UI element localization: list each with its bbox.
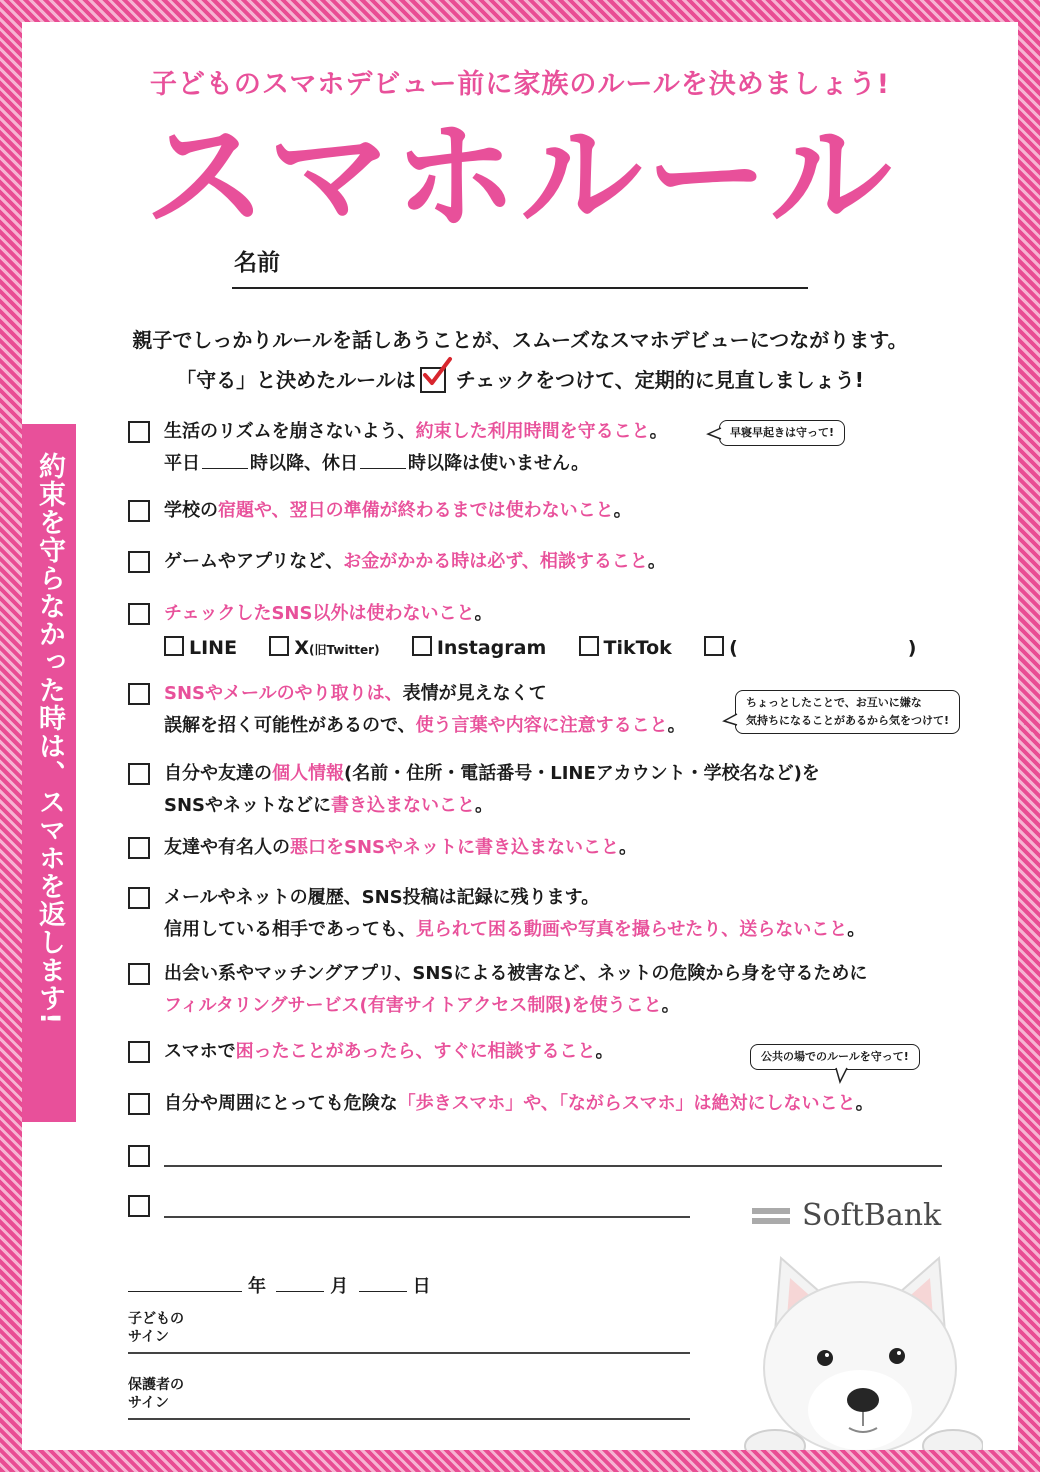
month-label: 月 [330,1276,349,1297]
sns-option-tiktok[interactable] [579,632,672,664]
bubble-line: 気持ちになることがあるから気をつけて! [746,714,950,727]
rule-text: 時以降は使いません。 [408,453,590,474]
rule-highlight: お金がかかる時は必ず、相談すること [343,551,648,572]
sign-label-line: 子どもの [128,1311,184,1327]
rule-4 [128,598,942,666]
custom-rule-2-line[interactable] [164,1216,690,1218]
sns-option-instagram[interactable] [412,632,546,664]
rule-text: 。 [847,919,866,940]
rule-8-checkbox[interactable] [128,887,150,909]
speech-bubble-2 [735,690,960,734]
rule-text: 自分や周囲にとっても危険な [164,1093,398,1114]
day-blank[interactable] [359,1277,407,1292]
intro-line-2 [22,364,1018,397]
rule-highlight: 個人情報 [272,763,344,784]
rule-6 [128,758,820,822]
rule-5 [128,678,686,742]
rule-1-line-2 [164,448,668,480]
rule-10-checkbox[interactable] [128,1041,150,1063]
rule-text: 表情が見えなくて [402,683,547,704]
rule-9-line-1 [164,958,867,990]
rule-9 [128,958,867,1022]
weekday-label: 平日 [164,453,200,474]
sns-checkbox[interactable] [269,636,289,656]
rule-highlight: SNSやメールのやり取りは、 [164,683,403,704]
rule-text: 。 [613,500,632,521]
rule-3-checkbox[interactable] [128,551,150,573]
rule-6-checkbox[interactable] [128,763,150,785]
rule-4-checkbox[interactable] [128,603,150,625]
rule-3 [128,546,666,578]
year-label: 年 [248,1276,266,1297]
rule-text: 生活のリズムを崩さないよう、 [164,421,416,442]
rule-highlight: 書き込まないこと [331,795,475,816]
paren-close: ) [907,637,917,659]
page-title: スマホルール [144,106,896,248]
rule-text: 誤解を招く可能性があるので、 [164,715,416,736]
rule-highlight: 悪口をSNSやネットに書き込まないこと [290,837,619,858]
sign-label-line: サイン [128,1395,170,1411]
rule-10-line-1 [164,1036,613,1068]
rule-8 [128,882,865,946]
sns-note: (旧Twitter) [309,643,380,657]
sign-label-line: 保護者の [128,1377,184,1393]
sns-label: X [294,637,309,659]
rule-2 [128,495,632,527]
softbank-bars-icon [752,1204,790,1228]
rule-highlight: 「歩きスマホ」や、「ながらスマホ」は絶対にしないこと [397,1093,856,1114]
rule-text: (名前・住所・電話番号・LINEアカウント・学校名など)を [344,763,820,784]
white-dog-illustration [737,1250,983,1450]
rule-text: 。 [595,1041,614,1062]
rule-1-line-1 [164,416,668,448]
rule-6-line-2 [164,790,820,822]
custom-rule-1-line[interactable] [164,1165,942,1167]
rule-highlight: 約束した利用時間を守ること [415,421,650,442]
rule-text: 。 [649,421,668,442]
rule-highlight: フィルタリングサービス(有害サイトアクセス制限)を使うこと [164,995,662,1016]
rule-3-line-1 [164,546,666,578]
weekday-hour-blank[interactable] [202,454,248,469]
rule-text: 。 [475,795,493,816]
sns-checkbox[interactable] [704,636,724,656]
rule-text: 。 [619,837,637,858]
rule-10 [128,1036,613,1068]
rule-7 [128,832,637,864]
sns-label: LINE [189,637,238,659]
rule-7-checkbox[interactable] [128,837,150,859]
bubble-line: ちょっとしたことで、お互いに嫌な [746,696,922,709]
rule-5-line-2 [164,710,686,742]
rule-text: 。 [667,715,686,736]
rule-11 [128,1088,874,1120]
rule-text: 。 [647,551,666,572]
rule-text: ゲームやアプリなど、 [164,551,344,572]
rule-9-checkbox[interactable] [128,963,150,985]
rule-text: 信用している相手であっても、 [164,919,416,940]
sns-checkbox[interactable] [579,636,599,656]
rule-11-line-1 [164,1088,874,1120]
rule-text: 友達や有名人の [164,837,290,858]
rule-text: 自分や友達の [164,763,272,784]
rule-8-line-2 [164,914,865,946]
holiday-hour-blank[interactable] [360,454,406,469]
speech-bubble-1: 早寝早起きは守って! [719,420,845,446]
month-blank[interactable] [276,1277,324,1292]
intro-text-a: 「守る」と決めたルールは [176,368,416,392]
rule-1 [128,416,668,480]
parent-sign-line[interactable] [128,1418,690,1420]
sign-label-line: サイン [128,1329,170,1345]
parent-sign-label [128,1376,184,1412]
speech-bubble-3: 公共の場でのルールを守って! [750,1044,920,1070]
sns-option-x[interactable] [269,632,379,666]
softbank-wordmark: SoftBank [802,1198,942,1233]
rule-8-line-1 [164,882,865,914]
rule-6-line-1 [164,758,820,790]
side-banner [22,424,76,1122]
custom-rule-2-checkbox[interactable] [128,1195,150,1217]
rule-7-line-1 [164,832,637,864]
speech-bubble-tail-icon [706,426,722,442]
custom-rule-1-checkbox[interactable] [128,1145,150,1167]
speech-bubble-tail-icon [834,1067,850,1085]
speech-bubble-tail-icon [722,712,738,728]
rule-5-line-1 [164,678,686,710]
sns-option-other[interactable] [704,632,916,664]
intro-text-b: チェックをつけて、定期的に見直しましょう! [455,368,864,392]
holiday-label: 時以降、休日 [250,453,358,474]
year-blank[interactable] [128,1277,242,1292]
paren-open: ( [729,637,738,659]
side-banner-text: 約束を守らなかった時は、スマホを返します! [34,452,65,1026]
softbank-logo [752,1198,941,1233]
rule-text: 。 [661,995,680,1016]
rule-sheet [22,22,1018,1450]
rule-text: メールやネットの履歴、SNS投稿は記録に残ります。 [164,887,600,908]
rule-highlight: 使う言葉や内容に注意すること [415,715,668,736]
checkmark-icon [420,367,446,393]
child-sign-line[interactable] [128,1352,690,1354]
rule-highlight: 宿題や、翌日の準備が終わるまでは使わないこと [218,500,614,521]
rule-2-checkbox[interactable] [128,500,150,522]
rule-5-checkbox[interactable] [128,683,150,705]
sns-checkbox[interactable] [164,636,184,656]
rule-text: 。 [855,1093,874,1114]
rule-9-line-2 [164,990,867,1022]
name-input-line[interactable] [232,287,808,289]
rule-text: 出会い系やマッチングアプリ、SNSによる被害など、ネットの危険から身を守るために [164,963,868,984]
day-label: 日 [412,1276,431,1297]
sns-checkbox[interactable] [412,636,432,656]
child-sign-label [128,1310,184,1346]
rule-highlight: 見られて困る動画や写真を撮らせたり、送らないこと [415,919,848,940]
sns-label: TikTok [603,637,672,659]
intro-line-1: 親子でしっかりルールを話しあうことが、スムーズなスマホデビューにつながります。 [132,328,908,352]
sns-options [164,632,942,666]
subtitle: 子どものスマホデビュー前に家族のルールを決めましょう! [149,69,891,100]
rule-4-line-1 [164,598,942,630]
rule-text: 学校の [164,500,218,521]
rule-highlight: 困ったことがあったら、すぐに相談すること [235,1041,596,1062]
sns-option-line[interactable] [164,632,237,664]
rule-text: 。 [474,603,493,624]
sns-label: Instagram [436,637,547,659]
rule-1-checkbox[interactable] [128,421,150,443]
rule-2-line-1 [164,495,632,527]
name-label: 名前 [234,250,280,276]
rule-11-checkbox[interactable] [128,1093,150,1115]
rule-highlight: チェックしたSNS以外は使わないこと [164,603,475,624]
rule-text: スマホで [164,1041,236,1062]
rule-text: SNSやネットなどに [164,795,331,816]
date-row [128,1272,431,1298]
